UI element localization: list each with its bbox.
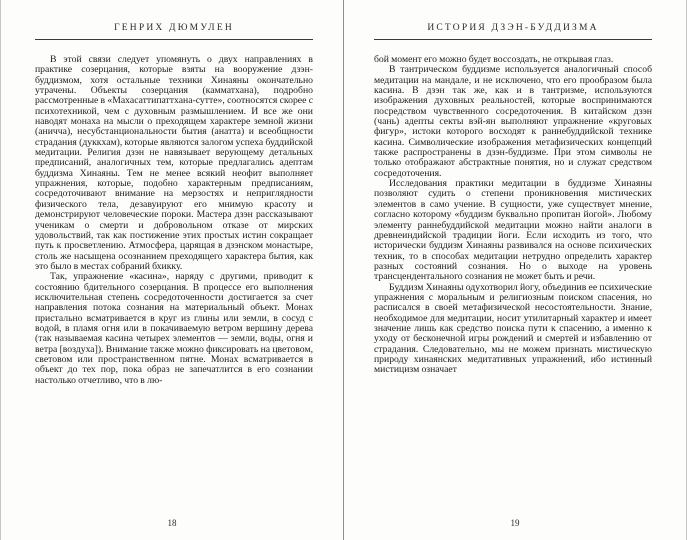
- page-left: [1, 0, 343, 540]
- paragraph: В этой связи следует упомянуть о двух направлениях в практике созерцания, которые взяты на вооружение дзэн-буддизмом, хотя остальные техники Хинаяны окончательно утрачены. Объекты созерцания (камматхана), подробно рассмотренные в «Махасаттипаттхана-сутте», соотносятся скорее с психотехникой, чем с духовным размышлением. И все же они наводят монаха на мысли о преходящем характере земной жизни (аничча), несубстанциональности бытия (анатта) и всеобщности страдания (дуккхам), которые являются залогом успеха буддийской медитации. Религия дзэн не навязывает верующему детальных предписаний, аналогичных тем, которые предлагались адептам буддизма Хинаяны. Тем не менее всякий неофит выполняет упражнения, которые, подобно характерным предписаниям, сосредоточивают внимание на мерзостях и неприглядности физического тела, дезавуируют его мнимую красоту и демонстрируют человеческие пороки. Мастера дзэн рассказывают ученикам о смерти и добровольном отказе от мирских удовольствий, так как постижение этих простых истин сокращает путь к просветлению. Атмосфера, царящая в дзэнском монастыре, столь же насыщена осознанием преходящего характера бытия, как это было в местах собраний бхикку.: [35, 54, 313, 272]
- header-rule-right: [374, 39, 652, 40]
- running-header-right: [374, 22, 652, 34]
- paragraph: В тантрическом буддизме используется аналогичный способ медитации на мандале, и не исключено, что его прообразом была касина. В дзэн так же, как и в тантризме, используются изображения духовных реальностей, которые воспринимаются посредством чувственного сосредоточения. В китайском дзэн (чань) адепты секты вэй-ян выполняют упражнение «круговых фигур», истоки которого восходят к раннебуддийской технике касина. Символические изображения метафизических концепций также распространены в дзэн-буддизме. При этом символы не только отображают абстрактные понятия, но и служат средством сосредоточения.: [374, 64, 652, 179]
- paragraph: Исследования практики медитации в буддизме Хинаяны позволяют судить о степени проникновения мистических элементов в само учение. В сущности, уже существует мнение, согласно которому «буддизм буквально пропитан йогой». Любому элементу раннебуддийской медитации можно найти аналоги в древнеиндийской традиции йоги. Если исходить из того, что исторически буддизм Хинаяны развивался на основе психических техник, то в способах медитации нетрудно определить характер разных состояний сознания. Но о выходе на уровень трансцендентального сознания не может быть и речи.: [374, 178, 652, 283]
- page-right: [344, 0, 686, 540]
- running-header-left: [35, 22, 313, 34]
- running-header-left-text: ГЕНРИХ ДЮМУЛЕН: [114, 23, 234, 33]
- paragraph: Так, упражнение «касина», наряду с другими, приводит к состоянию бдительного созерцания. В процессе его выполнения исключительная степень сосредоточенности достигается за счет направления потока сознания на материальный объект. Монах пристально всматривается в круг из глины или земли, в сосуд с водой, в пламя огня или в покачиваемую ветром вершину дерева (так называемая касина четырех элементов — земли, воды, огня и ветра [воздуха]). Внимание также можно фиксировать на цветовом, световом или пространственном пятне. Монах всматривается в объект до тех пор, пока образ не запечатлится в его сознании настолько отчетливо, что в лю-: [35, 271, 313, 386]
- body-text-right: [374, 55, 652, 376]
- page-number-left: 18: [167, 518, 177, 528]
- running-header-right-text: ИСТОРИЯ ДЗЭН-БУДДИЗМА: [427, 23, 599, 33]
- header-rule-left: [35, 39, 313, 40]
- paragraph-continuation: бой момент его можно будет воссоздать, не открывая глаз.: [374, 54, 614, 65]
- page-number-right: 19: [510, 518, 520, 528]
- body-text-left: [35, 55, 313, 386]
- paragraph: Буддизм Хинаяны одухотворил йогу, объединив ее психические упражнения с моральным и религиозным поиском спасения, но расписался в своей метафизической несостоятельности. Знание, необходимое для медитации, носит утилитарный характер и имеет значение лишь как средство поиска пути к спасению, а именно к уходу от бесконечной игры рождений и смертей и избавлению от страдания. Следовательно, мы не можем признать мистическую природу хинаянских медитативных упражнений, ибо истинный мистицизм означает: [374, 281, 652, 376]
